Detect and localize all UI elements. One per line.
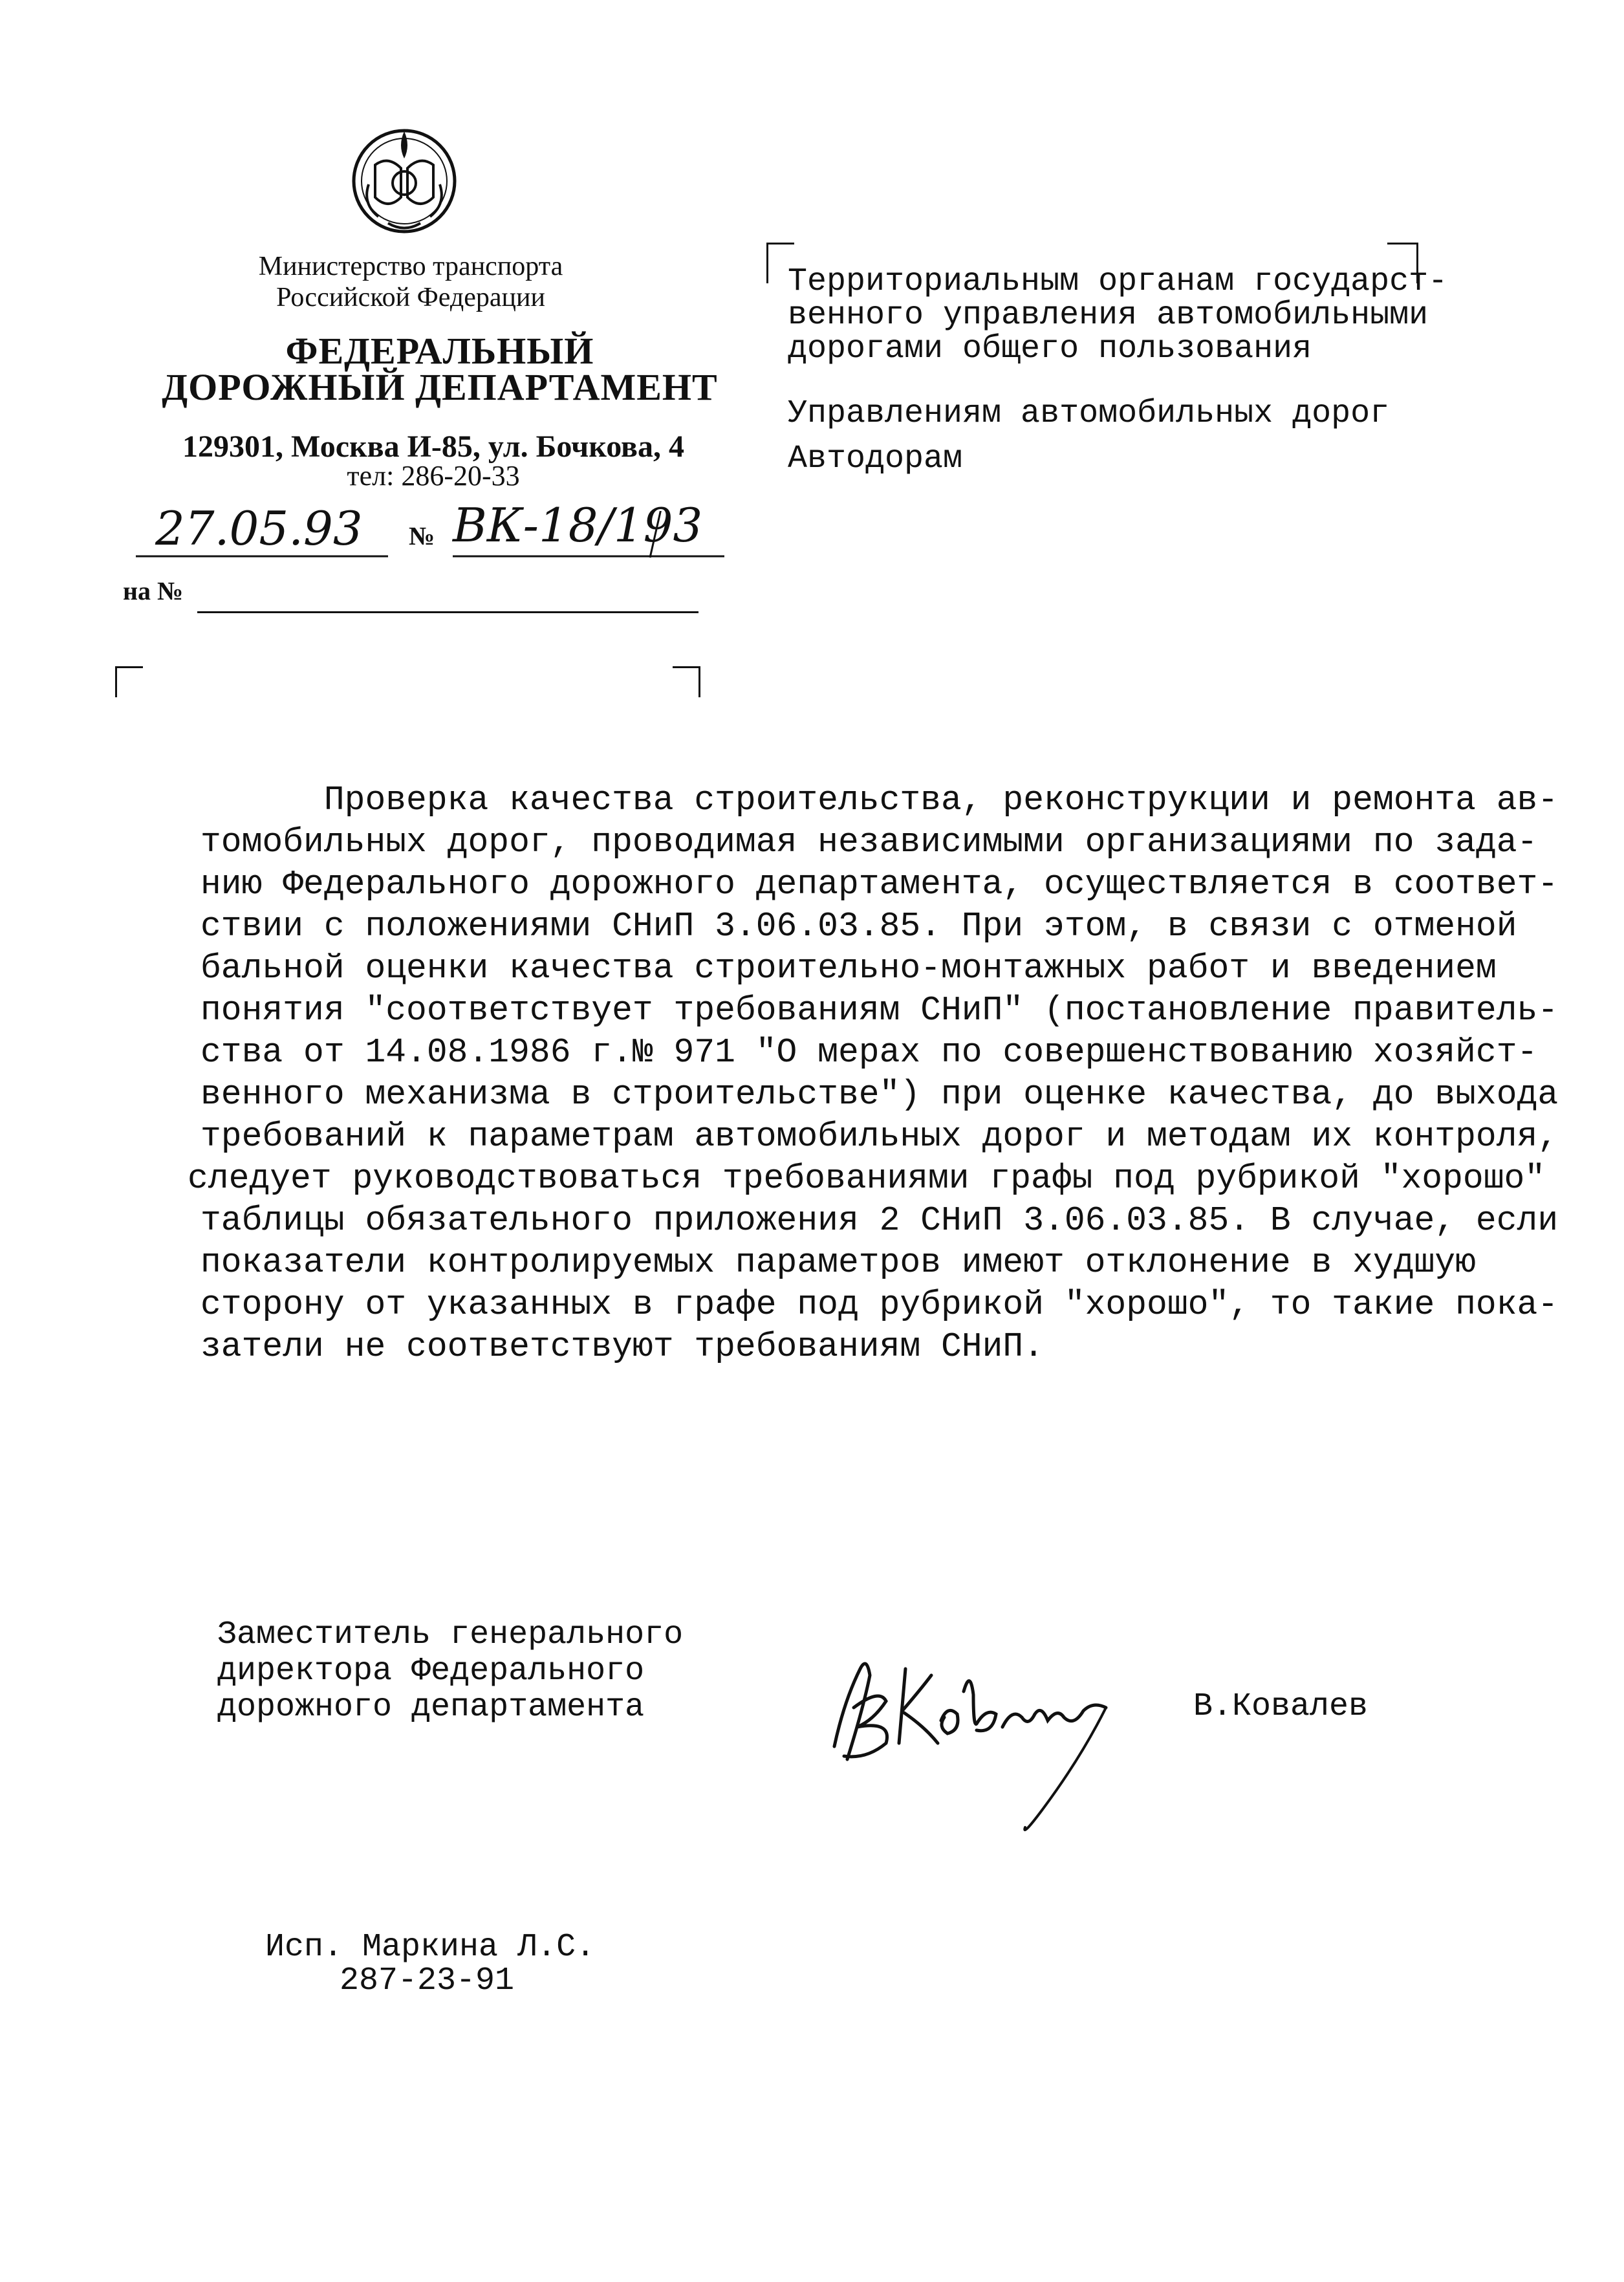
body-line: ства от 14.08.1986 г.№ 971 "О мерах по совершенствованию хозяйст-	[200, 1033, 1538, 1072]
body-line: следует руководствоваться требованиями графы под рубрикой "хорошо"	[188, 1159, 1546, 1198]
body-line: нию Федерального дорожного департамента, осуществляется в соответ-	[200, 865, 1559, 904]
body-line: таблицы обязательного приложения 2 СНиП 3.06.03.85. В случае, если	[200, 1201, 1559, 1240]
body-line: затели не соответствуют требованиям СНиП.	[200, 1327, 1045, 1366]
executor-block	[265, 1931, 595, 1998]
signatory-title-line: директора Федерального	[217, 1653, 645, 1690]
signatory-title-line: дорожного департамента	[217, 1689, 645, 1726]
addressee-line: венного управления автомобильными	[788, 297, 1429, 334]
body-line: томобильных дорог, проводимая независимыми организациями по зада-	[200, 823, 1538, 862]
reference-number-label: на №	[123, 576, 184, 605]
executor-phone: 287-23-91	[340, 1962, 515, 1999]
department-name-line-2: ДОРОЖНЫЙ ДЕПАРТАМЕНТ	[162, 366, 718, 408]
executor-name: Исп. Маркина Л.С.	[265, 1929, 596, 1966]
corner-mark-right	[673, 666, 700, 697]
signatory-title	[217, 1617, 799, 1726]
body-line: сторону от указанных в графе под рубрикой "хорошо", то такие пока-	[200, 1285, 1559, 1324]
registration-number: ВК-18/193	[453, 498, 703, 552]
addressee-block	[788, 265, 1544, 476]
addressee-line: Управлениям автомобильных дорог	[788, 395, 1390, 432]
addressee-line: дорогами общего пользования	[788, 331, 1312, 367]
addressee-line: Автодорам	[788, 440, 963, 477]
body-line: понятия "соответствует требованиям СНиП" (постановление правитель-	[200, 991, 1559, 1030]
body-line: требований к параметрам автомобильных дорог и методам их контроля,	[200, 1117, 1559, 1156]
body-line: Проверка качества строительства, реконструкции и ремонта ав-	[200, 781, 1559, 820]
corner-mark-left	[115, 666, 143, 697]
body-line: показатели контролируемых параметров имеют отклонение в худшую	[200, 1243, 1476, 1282]
department-name-line-1: ФЕДЕРАЛЬНЫЙ	[285, 330, 594, 372]
department-address: 129301, Москва И-85, ул. Бочкова, 4	[182, 429, 684, 464]
handwritten-signature	[808, 1630, 1145, 1850]
reference-number-line	[197, 611, 698, 613]
registration-date: 27.05.93	[155, 501, 363, 556]
letter-body	[188, 779, 1559, 1368]
addressee-line: Территориальным органам государст-	[788, 263, 1448, 300]
body-line: венного механизма в строительстве") при оценке качества, до выхода	[200, 1075, 1559, 1114]
body-line: ствии с положениями СНиП 3.06.03.85. При этом, в связи с отменой	[200, 907, 1517, 946]
registration-number-label: №	[409, 521, 435, 550]
state-emblem-icon	[349, 120, 459, 243]
ministry-name-line-1: Министерство транспорта	[258, 252, 563, 281]
ministry-name-line-2: Российской Федерации	[276, 283, 545, 312]
department-phone: тел: 286-20-33	[347, 460, 520, 492]
body-line: бальной оценки качества строительно-монтажных работ и введением	[200, 949, 1497, 988]
signatory-title-line: Заместитель генерального	[217, 1616, 684, 1653]
signer-name: В.Ковалев	[1193, 1688, 1369, 1725]
